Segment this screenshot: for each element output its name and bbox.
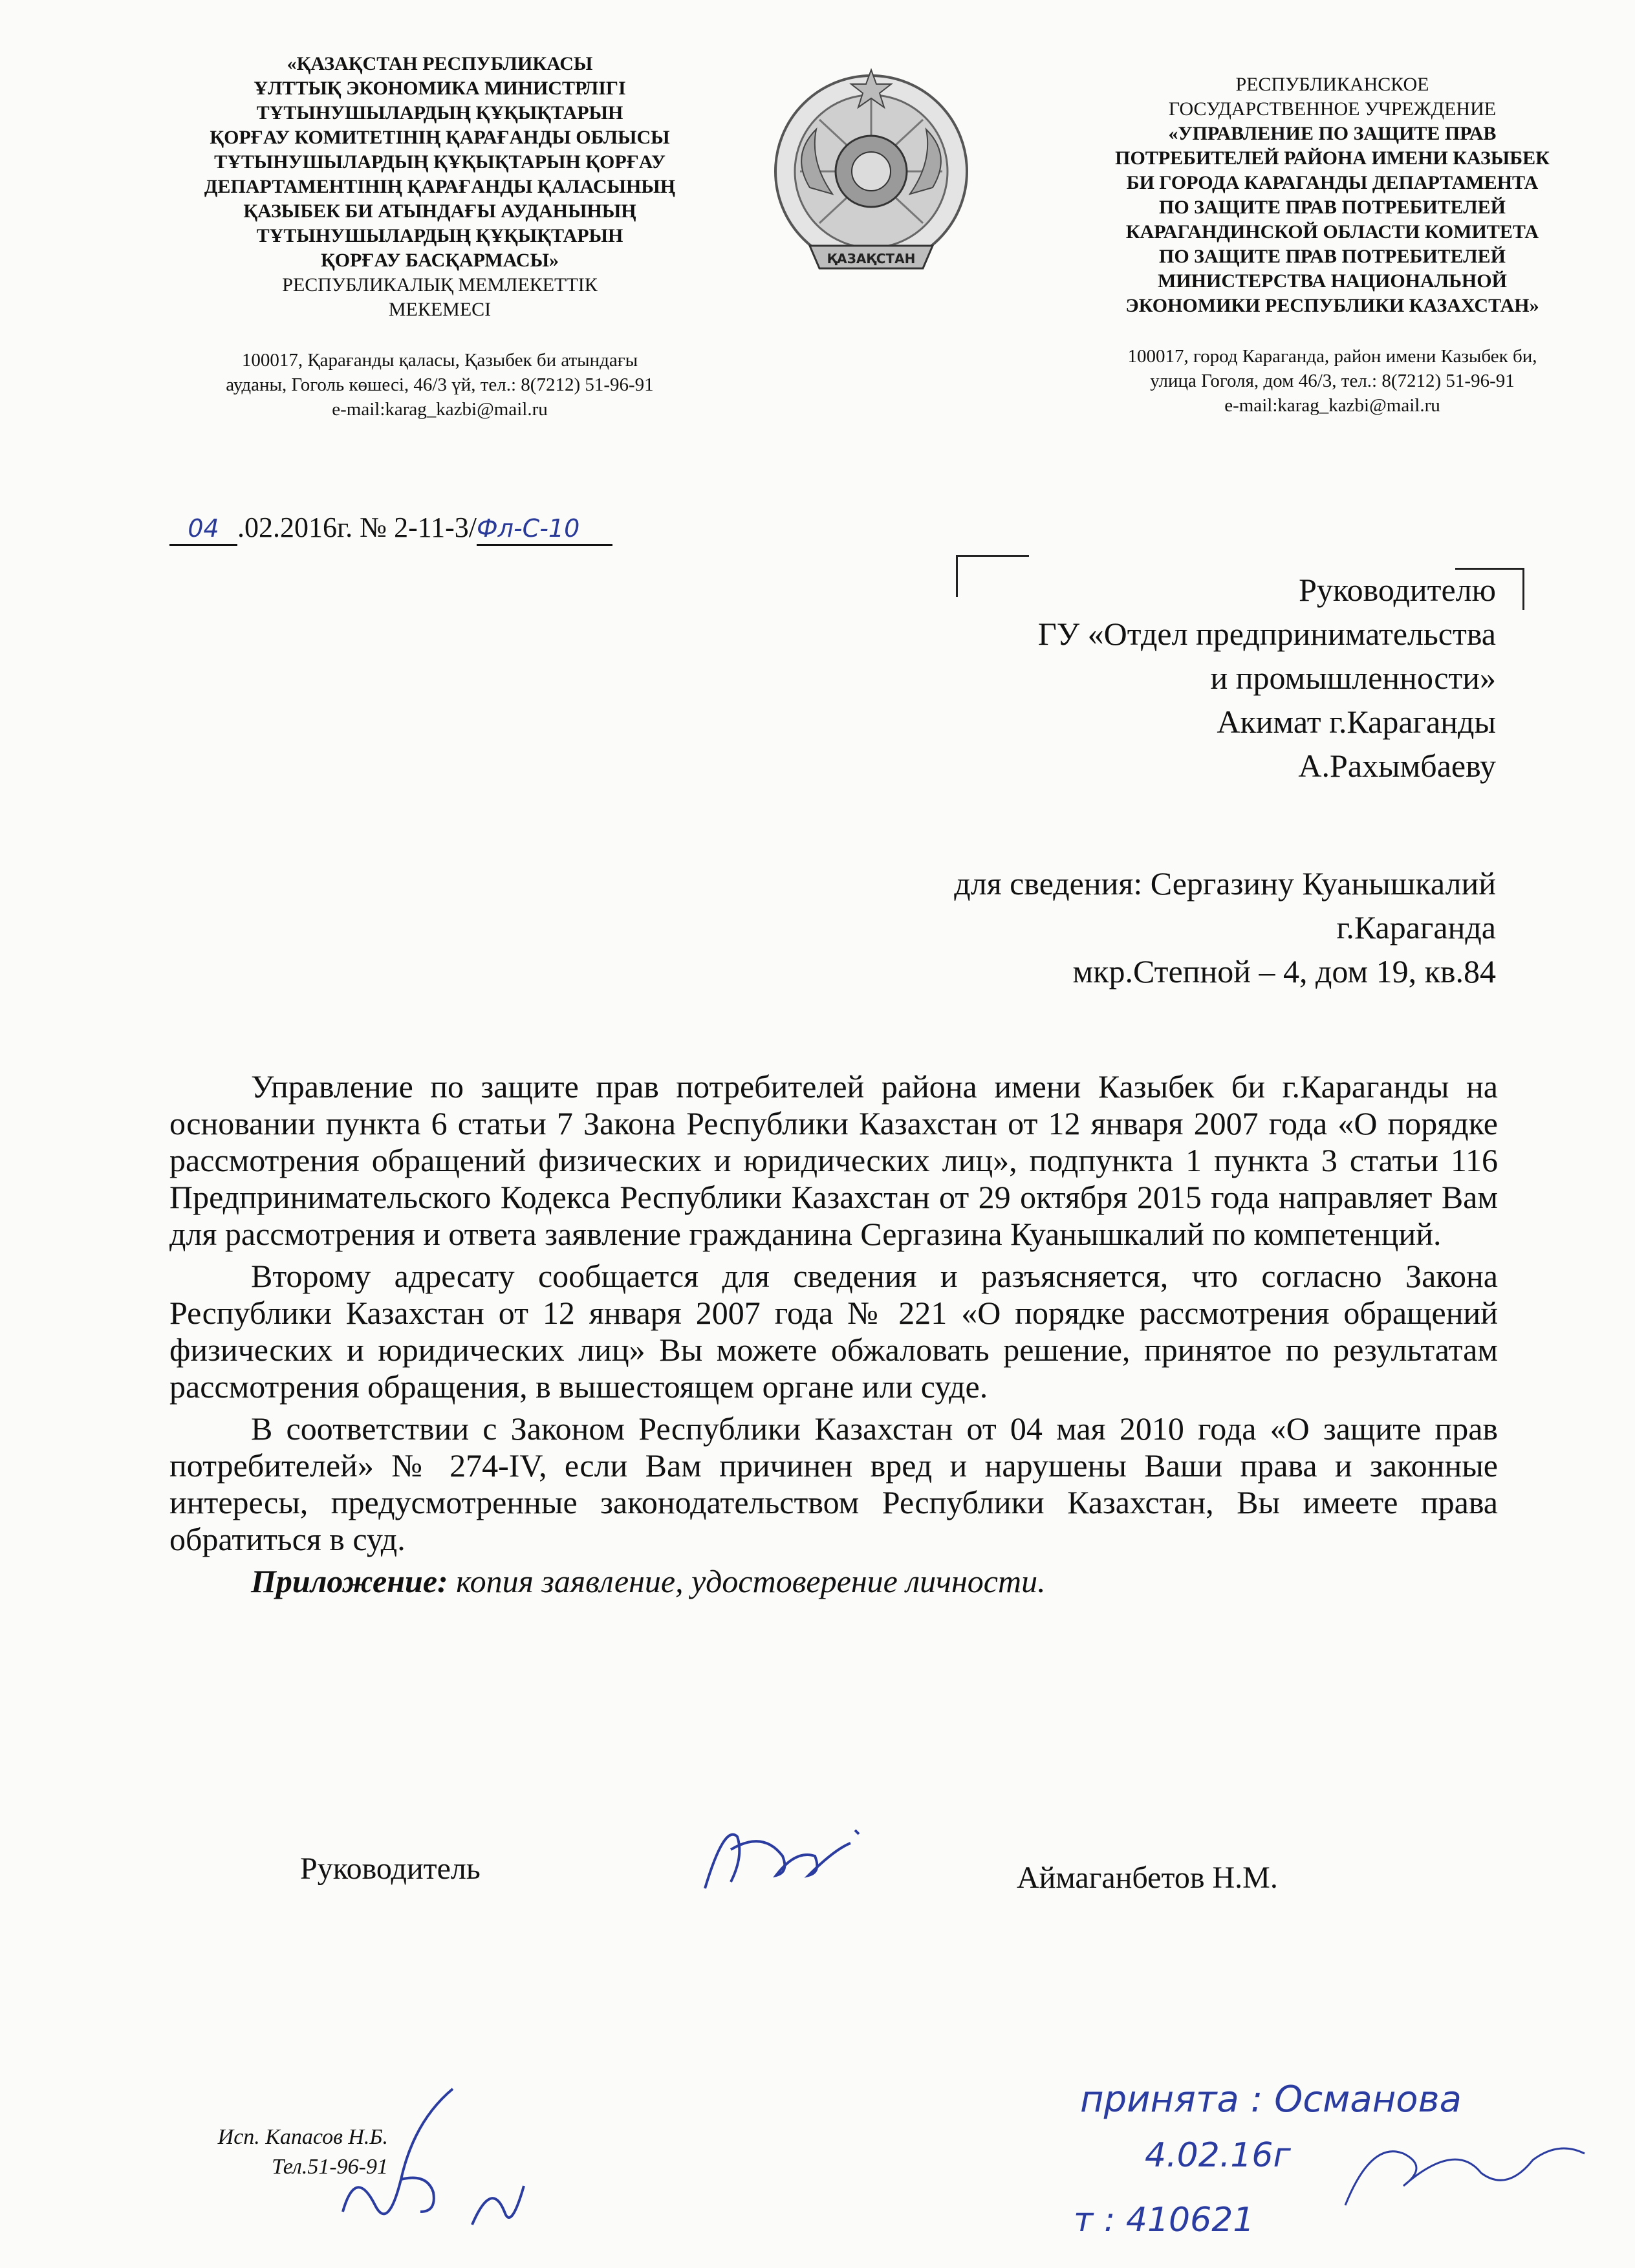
header-kz-address: 100017, Қарағанды қаласы, Қазыбек би атындағы ауданы, Гоголь көшесі, 46/3 үй, тел.: 8(7212) 51-96-91 e-mail:karag_kazbi@mail.ru: [226, 350, 654, 420]
reference-number: [169, 511, 612, 546]
recipient-line: А.Рахымбаеву: [1298, 748, 1496, 784]
body-paragraph: Управление по защите прав потребителей района имени Казыбек би г.Караганды на основании пункта 6 статьи 7 Закона Республики Казахстан от 12 января 2007 года «О порядке рассмотрения обращений физических и юридических лиц», подпункта 1 пункта 3 статьи 116 Предпринимательского Кодекса Республики Казахстан от 29 октября 2015 года направляет Вам для рассмотрения и ответа заявление гражданина Сергазина Куанышкалий по компетенций.: [169, 1068, 1498, 1252]
body-paragraph: Второму адресату сообщается для сведения и разъясняется, что согласно Закона Республики Казахстан от 12 января 2007 года № 221 «О порядке рассмотрения обращений физических и юридических лиц» Вы можете обжаловать решение, принятое по результатам рассмотрения обращения, в вышестоящем органе или суде.: [169, 1258, 1498, 1405]
info-recipient-line: для сведения: Сергазину Куанышкалий: [954, 865, 1496, 902]
header-kz-title: «ҚАЗАҚСТАН РЕСПУБЛИКАСЫ ҰЛТТЫҚ ЭКОНОМИКА МИНИСТРЛІГІ ТҰТЫНУШЫЛАРДЫҢ ҚҰҚЫҚТАРЫН ҚОРҒАУ КОМИТЕТІНІҢ ҚАРАҒАНДЫ ОБЛЫСЫ ТҰТЫНУШЫЛАРДЫҢ ҚҰҚЫҚТАРЫН ҚОРҒАУ ДЕПАРТАМЕНТІНІҢ ҚАРАҒАНДЫ ҚАЛАСЫНЫҢ ҚАЗЫБЕК БИ АТЫНДАҒЫ АУДАНЫНЫҢ ТҰТЫНУШЫЛАРДЫҢ ҚҰҚЫҚТАРЫН ҚОРҒАУ БАСҚАРМАСЫ»: [204, 53, 676, 271]
recipient-line: и промышленности»: [1210, 660, 1496, 696]
received-line-1: принята : Османова: [1080, 2079, 1462, 2121]
body-paragraph: В соответствии с Законом Республики Казахстан от 04 мая 2010 года «О защите прав потребителей» № 274-IV, если Вам причинен вред и нарушены Ваши права и законные интересы, предусмотренные законодательством Республики Казахстан, Вы имеете права обратиться в суд.: [169, 1410, 1498, 1557]
header-ru: [1054, 72, 1610, 418]
header-kz: [162, 52, 718, 422]
attachment-line: [169, 1563, 1498, 1600]
info-recipient-line: мкр.Степной – 4, дом 19, кв.84: [1072, 953, 1496, 989]
state-emblem-icon: [771, 58, 971, 317]
recipient-block: [1038, 568, 1496, 788]
header-ru-address: 100017, город Караганда, район имени Казыбек би, улица Гоголя, дом 46/3, тел.: 8(7212) 51-96-91 e-mail:karag_kazbi@mail.ru: [1127, 346, 1537, 416]
received-line-3: т : 410621: [1074, 2201, 1255, 2240]
info-recipient-block: [954, 861, 1496, 993]
header-ru-title: «УПРАВЛЕНИЕ ПО ЗАЩИТЕ ПРАВ ПОТРЕБИТЕЛЕЙ РАЙОНА ИМЕНИ КАЗЫБЕК БИ ГОРОДА КАРАГАНДЫ ДЕПАРТАМЕНТА ПО ЗАЩИТЕ ПРАВ ПОТРЕБИТЕЛЕЙ КАРАГАНДИНСКОЙ ОБЛАСТИ КОМИТЕТА ПО ЗАЩИТЕ ПРАВ ПОТРЕБИТЕЛЕЙ МИНИСТЕРСТВА НАЦИОНАЛЬНОЙ ЭКОНОМИКИ РЕСПУБЛИКИ КАЗАХСТАН»: [1115, 123, 1550, 316]
header-ru-subtitle: РЕСПУБЛИКАНСКОЕ ГОСУДАРСТВЕННОЕ УЧРЕЖДЕНИЕ: [1168, 74, 1497, 120]
reference-suffix: Фл-С-10: [476, 514, 580, 543]
attachment-text: копия заявление, удостоверение личности.: [448, 1563, 1046, 1599]
recipient-line: Акимат г.Караганды: [1217, 704, 1496, 740]
executor-phone: Тел.51-96-91: [272, 2155, 388, 2179]
executor-signature-mark: [330, 2082, 543, 2238]
reference-day: 04: [188, 514, 219, 543]
emblem-label: ҚАЗАҚСТАН: [827, 251, 916, 266]
header-kz-subtitle: РЕСПУБЛИКАЛЫҚ МЕМЛЕКЕТТІК МЕКЕМЕСІ: [282, 274, 598, 320]
received-line-2: 4.02.16г: [1145, 2136, 1291, 2175]
signature-mark: [686, 1811, 880, 1908]
reference-printed: .02.2016г. № 2-11-3/: [237, 512, 477, 543]
attachment-label: Приложение:: [251, 1563, 448, 1599]
signatory-name: Аймаганбетов Н.М.: [1017, 1861, 1278, 1895]
recipient-line: Руководителю: [1299, 572, 1496, 608]
executor-name: Исп. Капасов Н.Б.: [217, 2125, 388, 2149]
received-note: [1067, 2057, 1604, 2251]
info-recipient-line: г.Караганда: [1336, 909, 1496, 945]
recipient-line: ГУ «Отдел предпринимательства: [1037, 616, 1496, 652]
letter-body: [169, 1068, 1498, 1605]
address-corner-left: [956, 555, 1029, 597]
signatory-title: Руководитель: [300, 1852, 481, 1886]
